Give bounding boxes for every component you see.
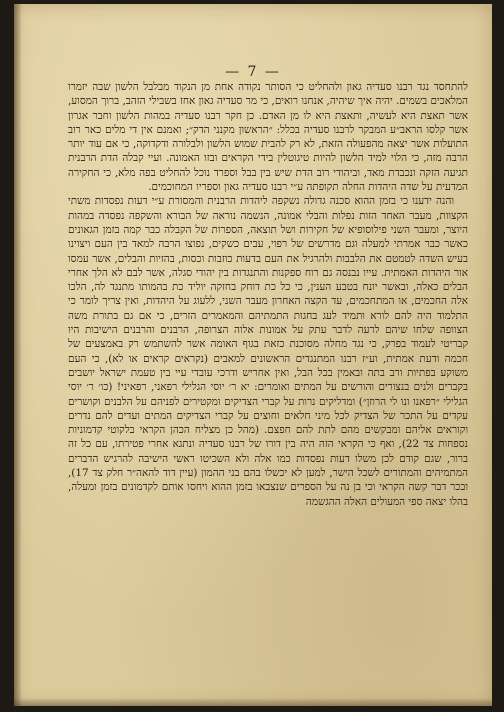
paragraph-2: והנה ידענו כי בזמן ההוא סכנה גדולה נשקפה ליהדות הרבנית והמסורת ע״י דעות נפסדות משתי הקצוות, מעבר האחד הזות נפלות והבלי אמונה, הנשמה נוראה של הבורא והשקפה נפסדה במהות היוצר, ומעבר השני פילוסופיא של חקירות ושל תוצאה, הספרות של הקבלה כבר קמה בזמן הגאונים כאשר כבר אמרתי למעלה וגם מדרשים של רפוי, עבים כשקים, נפוצו הרבה למאד בין העם ויצוינו בעיש השדה לטמטם את הלבבות ולהרגיל את העם בדעות כוזבות וכסות, בהזיות והבלים, אשר עמסו אור היהדות האמתית. עייו נבנסה גם רוח ספקנות והתנגדות בין יהודי סגלה, אשר לבם לא הלך אחרי הבלים כאלה, ובאשר יונח בטבע הענין, כי כל כת דוחק בחזקה יוליד כת בהמותו מתנגד לה, הלכו אלה החכמים, או המתחכמים, עד הקצה האחרון מעבר השני, ללעוג על היהדות, ואין צריך לומר כי התלמוד היה להם לורא ותמיד לעג בחגות התמתיהם והמאמרים הזרים, כי אם גם בתורת משה הצוופה שלחו שיהם לרעה לדבר עתק על אמונות אלוה הצרופה, הרבנים והרבנים הישיבות היו קבריטי לעמוד בפרק, כי נגד מחלה מסוכנת כזאת בגוף האומה אשר להשתמש רק באמצעים של חכמה ודעת אמתית, וע״ז רבנו המתנגדים הראשונים למאבים (נקראים קראים או לא), כי העם משוקע בפתיות ורב בתה ובאמין בכל הבל, ואין אחריש ודרכי עובדי עיי בין טעמת ישראל יושבים בקברים ולנים בנצורים והורשים על המתים ואומרים: יא ר׳ יוסי הגלילי רפאני, רפאיני! (כו׳ ר׳ יוסי הגלילי ״רפאנו ונו לי הרוזן״) ומדליקים נרות על קברי הצדיקים ומקטירים לפניהם על הלבנים וקושרים עקדים על התכר של הצדיק לכל מיני חלאים וחוצים על קברי הצדיקים המתים ועדים להם נדרים וקוראים אליהם ומבקשים מהם לתת להם חפצם. (מהל כן מצליח הכהן הקראי בלקוטי קדמוניות נספחות צד 22), ואף כי הקראי הזה היה בין דורו של רבנו סעדיה ונתגא אחרי פטירתו, עם כל זה ברור, שגם קודם לכן משלו דעות נפסדות כמו אלה ולא השכיטו ראשי הישיבה להרגיש הדברים המתמיהים והמתורים לשכל הישר, למען לא יכשלו בהם בני ההמון (עיין דוד להאה״ר חלק צד 17), ובכר דבר קשה הקראי וכי בן נה על הספרים שנצבאו בזמן ההוא ויחסו אותם לקדמונים בזמן ומעלה, בהלו יצאה ספי המעולים האלה ההגשמה [68, 195, 468, 508]
paragraph-1: להתחסד נגד רבנו סעדיה גאון ולהחליט כי הסותר נקודה אחת מן הנקוד מבלבל הלשון שבה יזמרו המלאכים בשמים. יהיה איך שיהיה, אנחנו רואים, כי מר סעדיה גאון אחז בשבילי הזהב, ברוך המסוע, אשר תאצת היא לעשיה, ותאצת היא לו מן האדם. כן חקר רבנו סעדיה במהות הלשון וחבר אגרון אשר קלסו הראב״ע המבקר לרבנו סעדיה בכלל: ״הראשון מקנני הדק״; ואמנם אין די מלים כאר רוב התועלות אשר יצאה מהפעולה הזאת, לא רק להבית שמוש הלשון ולבלורה ודקדוקה, כי אם עוד יותר הרבה מזה, כי הלוי למיד הלשון להיות טיגוטלין בידי הקראים ובזו האמונה. ועיי קבלה הדת הרבנית תגיעה הזקה ונכבדת מאד, וביהודי רוב הדת שיש בין בבל וספרד נוכל להחליט בפה מלא, כי החקירה המדעית על שדה היהדות החלה תקופתה ע״י רבנו סעדיה גאון וספריו המחוכמים. [68, 81, 468, 194]
page-number: — 7 — [225, 64, 281, 80]
page-edge-shadow [14, 698, 492, 706]
book-page [14, 4, 492, 706]
body-text [68, 80, 468, 509]
binding-gutter [14, 4, 22, 706]
